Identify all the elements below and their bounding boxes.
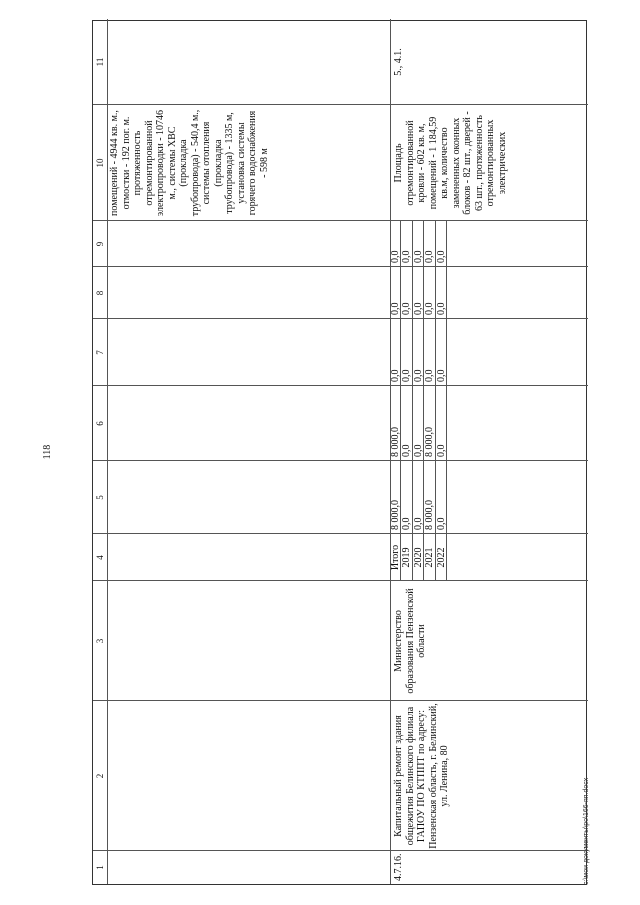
header-num-1: 1 <box>95 865 105 870</box>
value-cell: 0,0 <box>401 267 412 319</box>
value-cell: 0,0 <box>390 267 401 319</box>
value-cell: 0,0 <box>413 221 424 267</box>
value-cell: 0,0 <box>390 221 401 267</box>
value-cell: 0,0 <box>413 267 424 319</box>
value-cell: 8 000,0 <box>390 386 401 461</box>
value-cell: 0,0 <box>401 319 412 386</box>
col6-values <box>390 386 447 461</box>
value-cell: 8 000,0 <box>424 386 435 461</box>
year-cell: 2021 <box>424 534 435 581</box>
header-num-4: 4 <box>95 555 105 560</box>
row-number: 4.7.16. <box>393 853 404 881</box>
col-divider <box>93 460 588 461</box>
value-cell: 0,0 <box>401 221 412 267</box>
file-path: c:\мои документы\ро\166-пп.docx <box>583 777 590 885</box>
data-table <box>92 20 587 885</box>
col-divider <box>93 580 588 581</box>
value-cell: 0,0 <box>436 386 447 461</box>
value-cell: 8 000,0 <box>424 461 435 534</box>
col-divider <box>93 266 588 267</box>
col-divider <box>93 220 588 221</box>
value-cell: 0,0 <box>436 221 447 267</box>
header-num-11: 11 <box>95 57 105 67</box>
years-column <box>390 534 447 581</box>
page-number: 118 <box>42 444 53 460</box>
col9-values <box>390 221 447 267</box>
col-divider <box>93 700 588 701</box>
value-cell: 0,0 <box>436 461 447 534</box>
year-cell: 2019 <box>401 534 412 581</box>
value-cell: 0,0 <box>424 221 435 267</box>
row-divider <box>107 19 108 884</box>
value-cell: 0,0 <box>390 319 401 386</box>
value-cell: 0,0 <box>401 461 412 534</box>
header-num-7: 7 <box>95 350 105 355</box>
project-name: Капитальный ремонт здания общежития Белинского филиала ГАПОУ ПО КТППТ по адресу: Пензенская область, г. Белинский, ул. Ленина, 80 <box>393 703 450 849</box>
header-num-6: 6 <box>95 421 105 426</box>
value-cell: 0,0 <box>413 461 424 534</box>
value-cell: 0,0 <box>436 267 447 319</box>
year-cell: 2022 <box>436 534 447 581</box>
value-cell: 8 000,0 <box>390 461 401 534</box>
continuation-results-text: помещений - 4944 кв. м., отмостки - 192 пог. м. протяженность отремонтированной электропроводки - 10746 м., системы ХВС (прокладка трубопровода) - 540,4 м., системы отопления (прокладка трубопровода) - 1335 м, установка системы горячего водоснабжения - 598 м <box>109 109 270 217</box>
col-divider <box>93 533 588 534</box>
header-num-2: 2 <box>95 773 105 779</box>
value-cell: 0,0 <box>436 319 447 386</box>
col-divider <box>93 385 588 386</box>
value-cell: 0,0 <box>413 319 424 386</box>
program-reference: 5., 4.1. <box>393 48 404 76</box>
header-num-10: 10 <box>95 158 105 168</box>
header-num-9: 9 <box>95 241 105 247</box>
rotated-table-page <box>92 20 590 885</box>
col-divider <box>93 318 588 319</box>
col5-values <box>390 461 447 534</box>
col-divider <box>93 104 588 105</box>
header-num-8: 8 <box>95 290 105 296</box>
value-cell: 0,0 <box>424 319 435 386</box>
responsible-agency: Министерство образования Пензенской области <box>393 588 427 694</box>
col-divider <box>93 850 588 851</box>
col8-values <box>390 267 447 319</box>
col7-values <box>390 319 447 386</box>
value-cell: 0,0 <box>401 386 412 461</box>
header-num-5: 5 <box>95 495 105 500</box>
results-text: Площадь отремонтированной кровли - 602 кв. м, помещений - 1 184,59 кв.м, количество замененных оконных блоков - 82 шт., дверей - 63 шт., протяженность отремонтированных электрических <box>393 111 508 215</box>
value-cell: 0,0 <box>413 386 424 461</box>
year-cell: Итого <box>390 534 401 581</box>
header-num-3: 3 <box>95 638 105 644</box>
value-cell: 0,0 <box>424 267 435 319</box>
year-cell: 2020 <box>413 534 424 581</box>
